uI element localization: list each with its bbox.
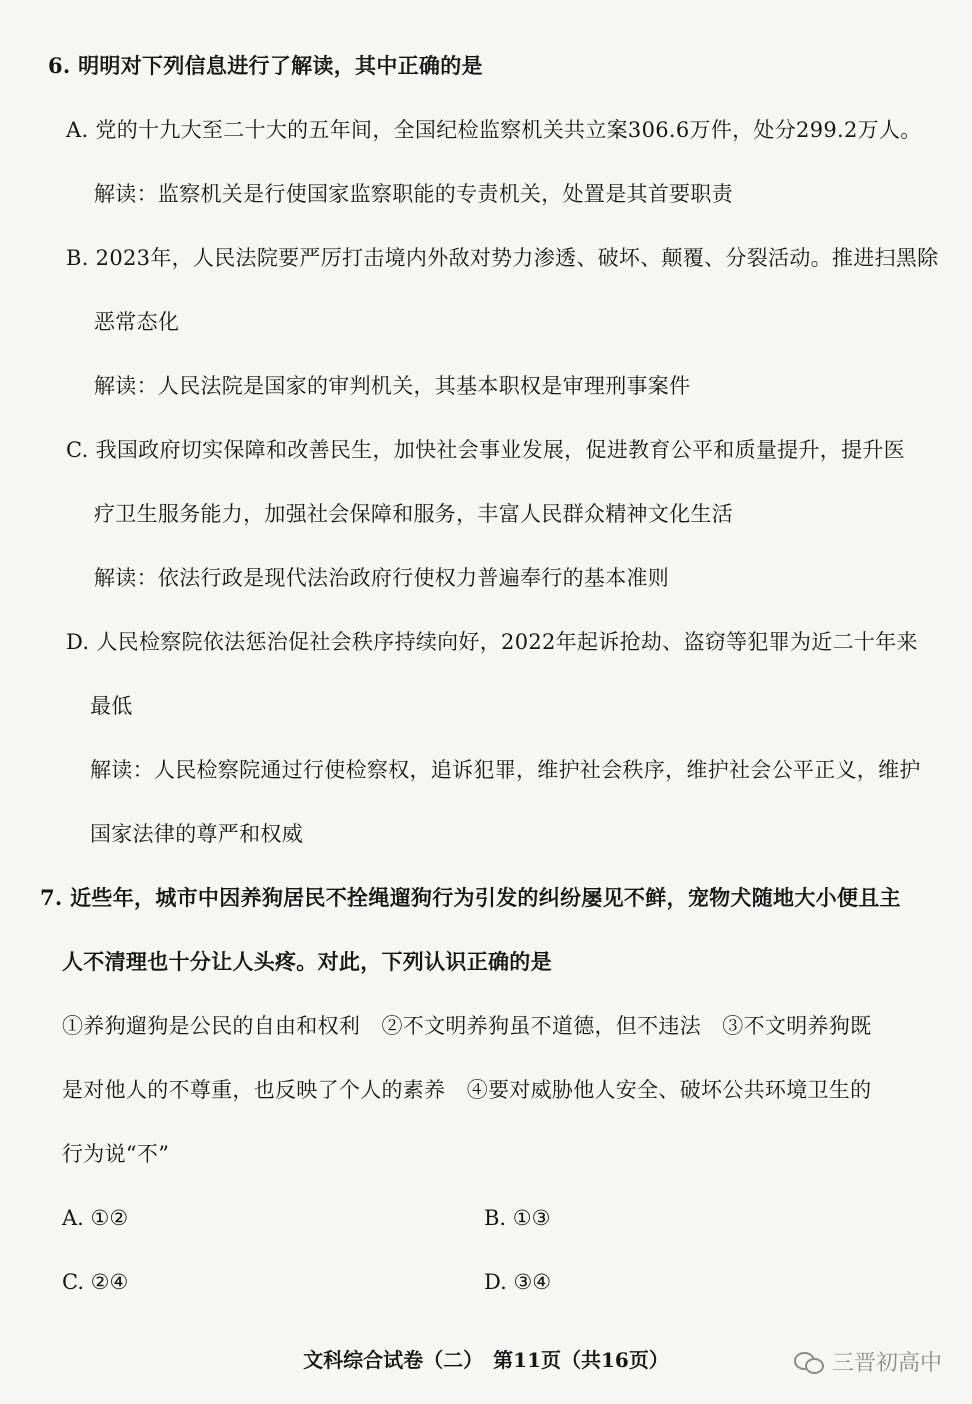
wechat-icon [794, 1350, 824, 1374]
q6-option-d-line-1: D. 人民检察院依法惩治促社会秩序持续向好，2022年起诉抢劫、盗窃等犯罪为近二十年来 [66, 630, 918, 654]
q6-option-b-line-2: 恶常态化 [94, 310, 180, 334]
q6-option-b-line-1: B. 2023年，人民法院要严厉打击境内外敌对势力渗透、破坏、颠覆、分裂活动。推进扫黑除 [66, 246, 939, 270]
q7-statements-line-2: 是对他人的不尊重，也反映了个人的素养 ④要对威胁他人安全、破坏公共环境卫生的 [62, 1078, 872, 1102]
q6-option-d-interpretation-line-2: 国家法律的尊严和权威 [90, 822, 303, 846]
q6-option-b-interpretation: 解读：人民法院是国家的审判机关，其基本职权是审理刑事案件 [94, 374, 691, 398]
q6-option-d-interpretation-line-1: 解读：人民检察院通过行使检察权，追诉犯罪，维护社会秩序，维护社会公平正义，维护 [90, 758, 921, 782]
q6-option-c-interpretation: 解读：依法行政是现代法治政府行使权力普遍奉行的基本准则 [94, 566, 670, 590]
q6-option-a: A. 党的十九大至二十大的五年间，全国纪检监察机关共立案306.6万件，处分299.2万人。 [66, 118, 922, 142]
q6-option-d-line-2: 最低 [90, 694, 133, 718]
q6-option-c-line-1: C. 我国政府切实保障和改善民生，加快社会事业发展，促进教育公平和质量提升，提升医 [66, 438, 905, 462]
q6-option-a-interpretation: 解读：监察机关是行使国家监察职能的专责机关，处置是其首要职责 [94, 182, 733, 206]
watermark [794, 1346, 942, 1377]
question-7-stem-line-1: 7. 近些年，城市中因养狗居民不拴绳遛狗行为引发的纠纷屡见不鲜，宠物犬随地大小便且主 [40, 885, 901, 910]
q7-option-a: A. ①② [62, 1206, 129, 1230]
q7-statements-line-3: 行为说“不” [62, 1142, 170, 1166]
q7-statements-line-1: ①养狗遛狗是公民的自由和权利 ②不文明养狗虽不道德，但不违法 ③不文明养狗既 [62, 1014, 872, 1038]
q7-option-b: B. ①③ [484, 1206, 551, 1230]
q7-option-c: C. ②④ [62, 1270, 129, 1294]
watermark-text: 三晋初高中 [831, 1351, 942, 1376]
question-7-stem-line-2: 人不清理也十分让人头疼。对此，下列认识正确的是 [62, 949, 552, 974]
q7-option-d: D. ③④ [484, 1270, 552, 1294]
question-6-stem: 6. 明明对下列信息进行了解读，其中正确的是 [48, 53, 483, 78]
q6-option-c-line-2: 疗卫生服务能力，加强社会保障和服务，丰富人民群众精神文化生活 [94, 502, 733, 526]
page-footer: 文科综合试卷（二） 第11页（共16页） [303, 1348, 669, 1372]
